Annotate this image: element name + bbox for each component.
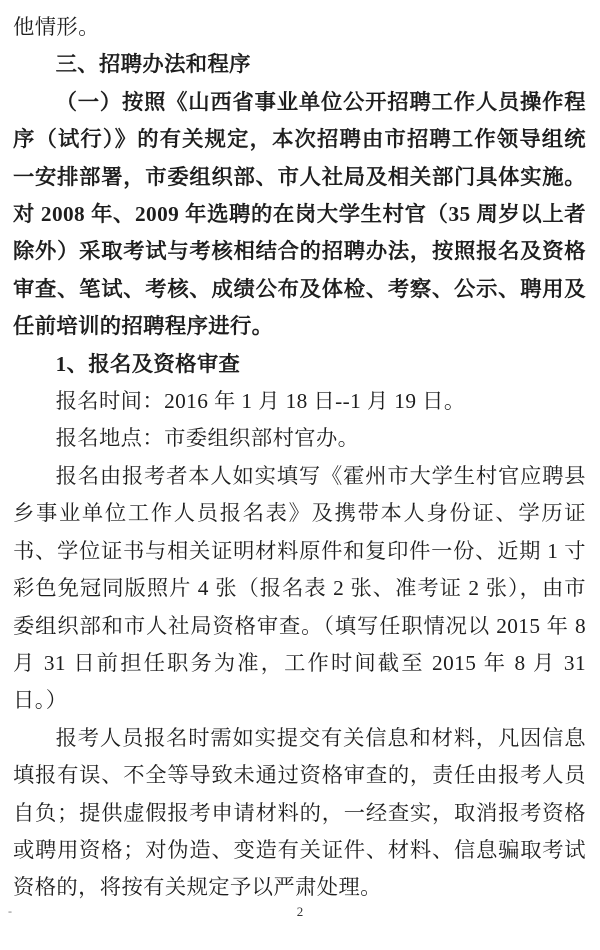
- document-body: [13, 9, 586, 907]
- paragraph-registration-location: 报名地点：市委组织部村官办。: [55, 426, 360, 451]
- paragraph-registration-responsibility: 报考人员报名时需如实提交有关信息和材料，凡因信息填报有误、不全等导致未通过资格审查的，责任由报考人员自负；提供虚假报考申请材料的，一经查实，取消报考资格或聘用资格；对伪造、变造有关证件、材料、信息骗取考试资格的，将按有关规定予以严肃处理。: [13, 725, 586, 900]
- paragraph-registration-time: 报名时间：2016 年 1 月 18 日--1 月 19 日。: [55, 389, 466, 414]
- footer-left-mark: -: [8, 904, 12, 918]
- paragraph-continuation: 他情形。: [13, 15, 100, 39]
- paragraph-registration-materials: 报名由报考者本人如实填写《霍州市大学生村官应聘县乡事业单位工作人员报名表》及携带本人身份证、学历证书、学位证书与相关证明材料原件和复印件一份、近期 1 寸彩色免冠同版照片 4 张（报名表 2 张、准考证 2 张），由市委组织部和市人社局资格审查。（填写任职情况以 2015 年 8 月 31 日前担任职务为准，工作时间截至 2015 年 8 月 31 日。）: [13, 463, 586, 713]
- page-number: 2: [296, 904, 304, 919]
- paragraph-recruitment-method: （一）按照《山西省事业单位公开招聘工作人员操作程序（试行）》的有关规定，本次招聘由市招聘工作领导组统一安排部署，市委组织部、市人社局及相关部门具体实施。对 2008 年、2009 年选聘的在岗大学生村官（35 周岁以上者除外）采取考试与考核相结合的招聘办法，按照报名及资格审查、笔试、考核、成绩公布及体检、考察、公示、聘用及任前培训的招聘程序进行。: [13, 89, 586, 339]
- section-heading: 三、招聘办法和程序: [55, 52, 251, 77]
- subsection-heading-registration: 1、报名及资格审查: [55, 351, 241, 376]
